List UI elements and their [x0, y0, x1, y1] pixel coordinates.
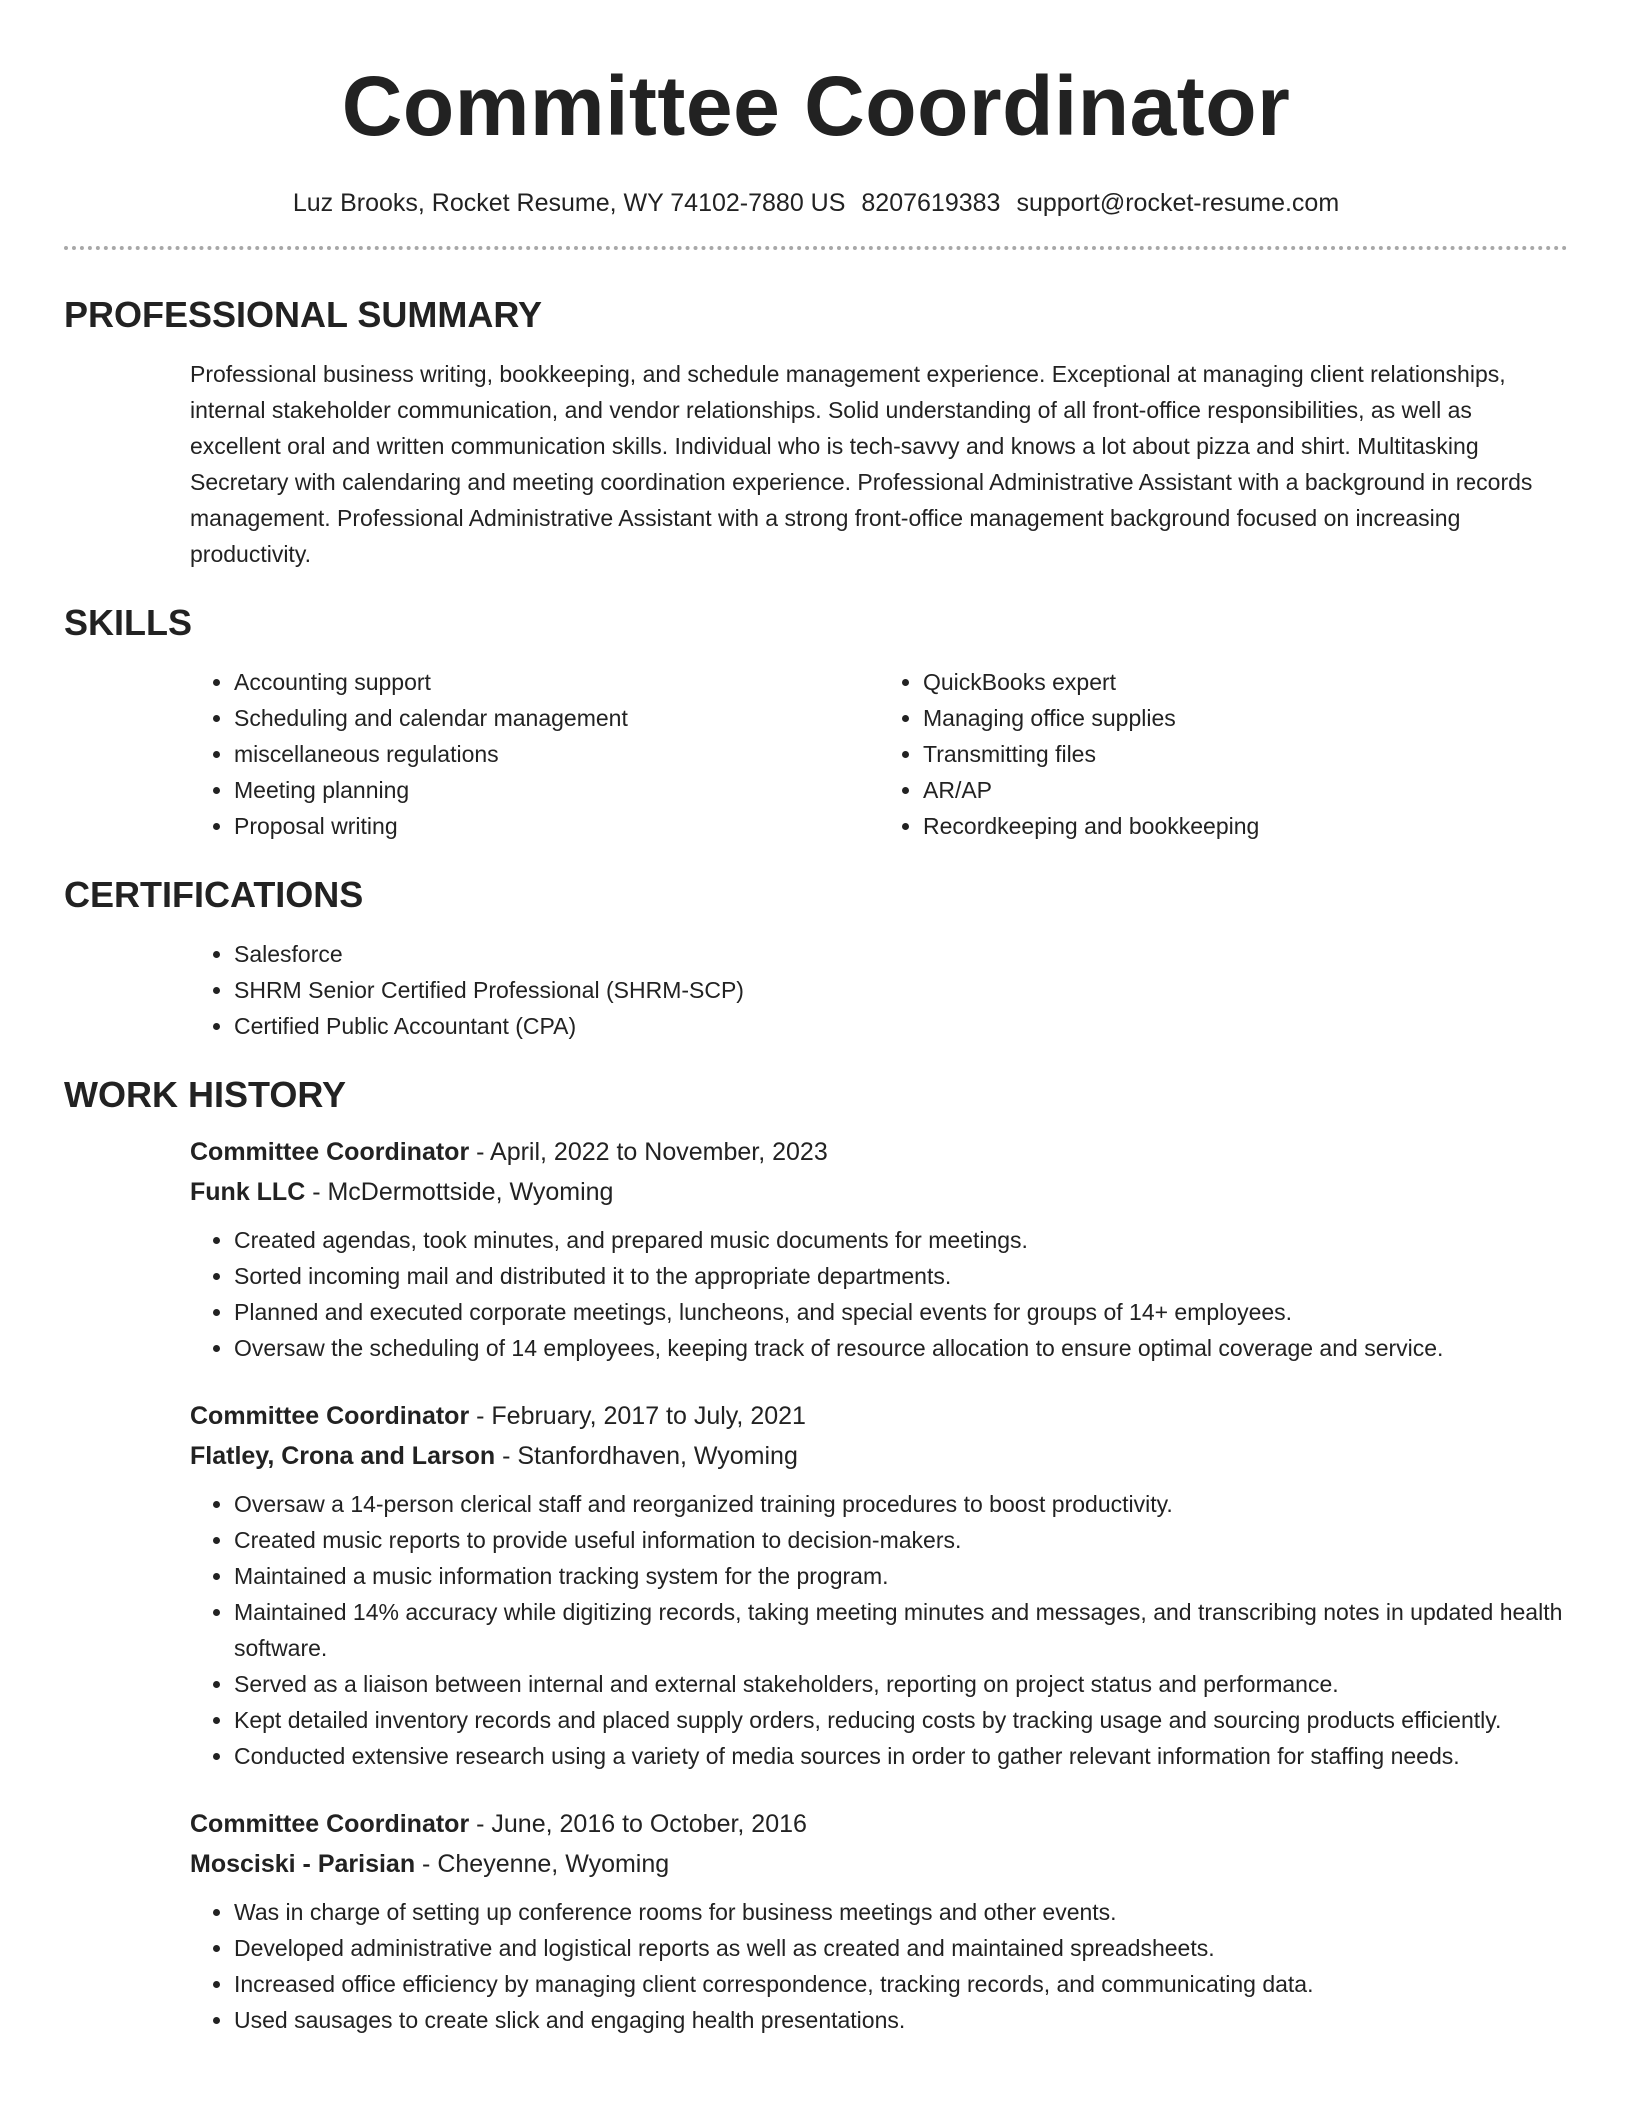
job-entry [190, 1804, 1568, 2038]
resume-title: Committee Coordinator [341, 59, 1291, 153]
job-location: - Cheyenne, Wyoming [415, 1850, 670, 1878]
list-item: • Kept detailed inventory records and placed supply orders, reducing costs by tracking usage and sourcing products efficiently. [234, 1702, 1568, 1738]
summary-section [64, 294, 1568, 572]
job-company-line [190, 1844, 1568, 1884]
work-history-body [64, 1132, 1568, 2038]
skills-section [64, 602, 1568, 844]
job-role: Committee Coordinator [190, 1402, 470, 1430]
job-bullets [190, 1486, 1568, 1774]
job-company-line [190, 1172, 1568, 1212]
skills-heading: SKILLS [64, 602, 193, 643]
list-item: • Managing office supplies [923, 700, 1568, 736]
certifications-body [64, 936, 1568, 1044]
summary-heading: PROFESSIONAL SUMMARY [64, 294, 543, 335]
job-company: Flatley, Crona and Larson [190, 1442, 496, 1470]
contact-email: support@rocket-resume.com [1016, 189, 1340, 217]
list-item: • Accounting support [234, 664, 879, 700]
job-role: Committee Coordinator [190, 1138, 470, 1166]
list-item: • miscellaneous regulations [234, 736, 879, 772]
certifications-list [190, 936, 1568, 1044]
job-dates: - June, 2016 to October, 2016 [469, 1810, 807, 1838]
list-item: • Was in charge of setting up conference rooms for business meetings and other events. [234, 1894, 1568, 1930]
summary-text: Professional business writing, bookkeeping, and schedule management experience. Exceptional at managing client relationships, internal stakeholder communication, and vendor relationships. Solid understanding of all front-office responsibilities, as well as excellent oral and written communication skills. Individual who is tech-savvy and knows a lot about pizza and shirt. Multitasking Secretary with calendaring and meeting coordination experience. Professional Administrative Assistant with a background in records management. Professional Administrative Assistant with a strong front-office management background focused on increasing productivity. [190, 361, 1533, 567]
list-item: • Developed administrative and logistical reports as well as created and maintained spreadsheets. [234, 1930, 1568, 1966]
list-item: • Salesforce [234, 936, 1568, 972]
header-divider [64, 246, 1568, 250]
list-item: • Conducted extensive research using a variety of media sources in order to gather relevant information for staffing needs. [234, 1738, 1568, 1774]
certifications-heading: CERTIFICATIONS [64, 874, 364, 915]
work-history-section [64, 1074, 1568, 2038]
job-location: - McDermottside, Wyoming [305, 1178, 614, 1206]
certifications-section [64, 874, 1568, 1044]
list-item: • Oversaw the scheduling of 14 employees, keeping track of resource allocation to ensure optimal coverage and service. [234, 1330, 1568, 1366]
job-title-line [190, 1804, 1568, 1844]
list-item: • Served as a liaison between internal and external stakeholders, reporting on project status and performance. [234, 1666, 1568, 1702]
job-entry [190, 1132, 1568, 1366]
list-item: • Meeting planning [234, 772, 879, 808]
list-item: • Recordkeeping and bookkeeping [923, 808, 1568, 844]
list-item: • Scheduling and calendar management [234, 700, 879, 736]
list-item: • QuickBooks expert [923, 664, 1568, 700]
job-dates: - April, 2022 to November, 2023 [469, 1138, 828, 1166]
list-item: • Maintained a music information tracking system for the program. [234, 1558, 1568, 1594]
job-bullets [190, 1222, 1568, 1366]
list-item: • Sorted incoming mail and distributed it to the appropriate departments. [234, 1258, 1568, 1294]
job-company-line [190, 1436, 1568, 1476]
list-item: • AR/AP [923, 772, 1568, 808]
skills-list-right [879, 664, 1568, 844]
contact-address: Luz Brooks, Rocket Resume, WY 74102-7880 US [292, 189, 846, 217]
job-company: Mosciski - Parisian [190, 1850, 416, 1878]
list-item: • Created agendas, took minutes, and prepared music documents for meetings. [234, 1222, 1568, 1258]
list-item: • SHRM Senior Certified Professional (SHRM-SCP) [234, 972, 1568, 1008]
job-location: - Stanfordhaven, Wyoming [495, 1442, 798, 1470]
list-item: • Oversaw a 14-person clerical staff and reorganized training procedures to boost productivity. [234, 1486, 1568, 1522]
job-dates: - February, 2017 to July, 2021 [469, 1402, 806, 1430]
job-bullets [190, 1894, 1568, 2038]
skills-grid [64, 664, 1568, 844]
list-item: • Maintained 14% accuracy while digitizing records, taking meeting minutes and messages, and transcribing notes in updated health software. [234, 1594, 1568, 1666]
job-entry [190, 1396, 1568, 1774]
skills-list-left [190, 664, 879, 844]
job-title-line [190, 1396, 1568, 1436]
list-item: • Proposal writing [234, 808, 879, 844]
list-item: • Increased office efficiency by managing client correspondence, tracking records, and communicating data. [234, 1966, 1568, 2002]
list-item: • Created music reports to provide useful information to decision-makers. [234, 1522, 1568, 1558]
work-history-heading: WORK HISTORY [64, 1074, 347, 1115]
list-item: • Planned and executed corporate meetings, luncheons, and special events for groups of 14+ employees. [234, 1294, 1568, 1330]
job-role: Committee Coordinator [190, 1810, 470, 1838]
list-item: • Certified Public Accountant (CPA) [234, 1008, 1568, 1044]
list-item: • Used sausages to create slick and engaging health presentations. [234, 2002, 1568, 2038]
list-item: • Transmitting files [923, 736, 1568, 772]
contact-line [64, 188, 1568, 218]
contact-phone: 8207619383 [861, 189, 1001, 217]
job-company: Funk LLC [190, 1178, 306, 1206]
job-title-line [190, 1132, 1568, 1172]
summary-body [64, 356, 1568, 572]
